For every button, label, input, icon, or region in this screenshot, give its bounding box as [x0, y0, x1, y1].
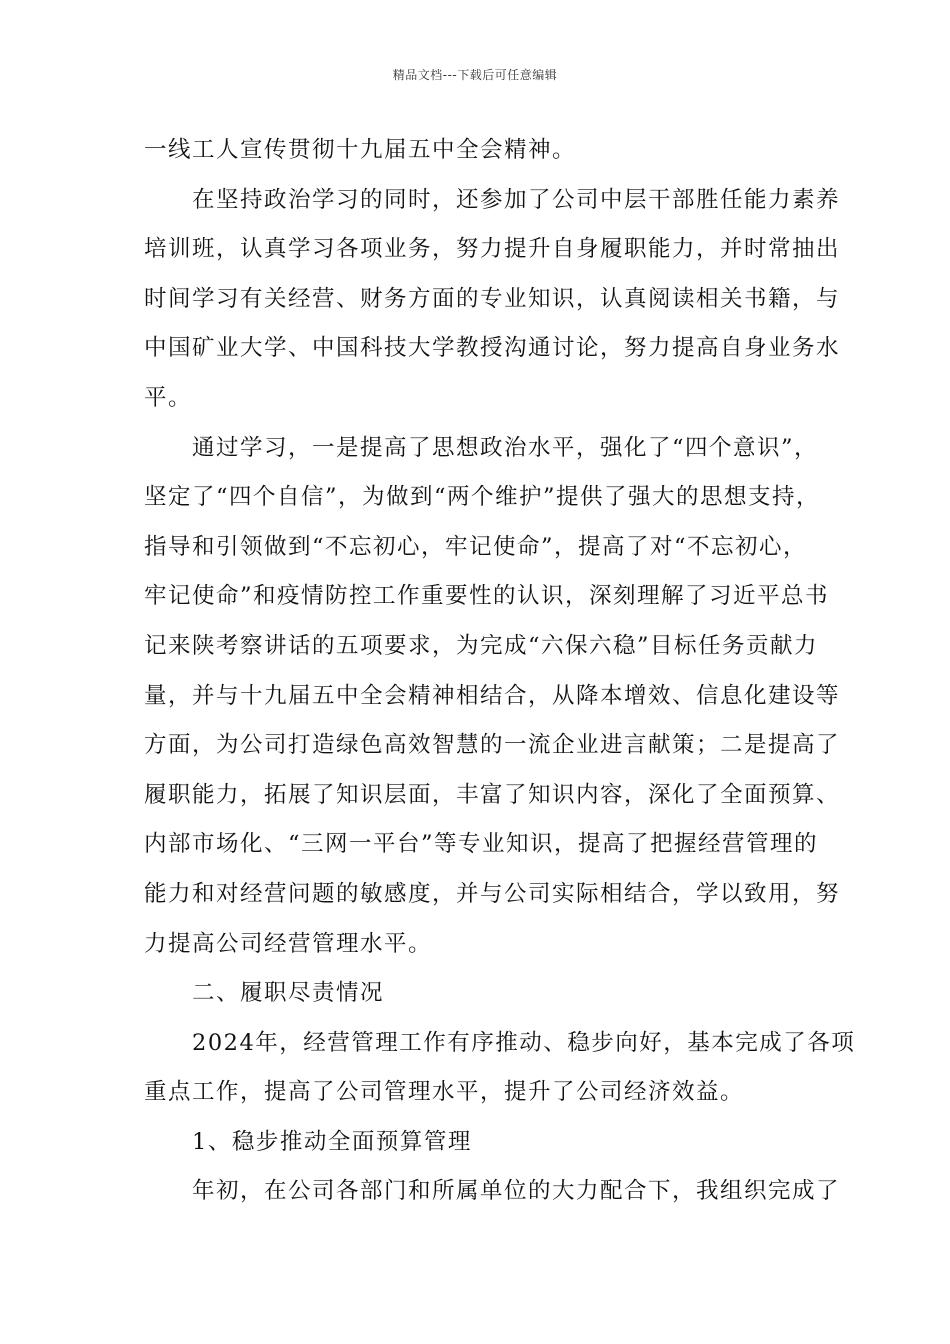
text-line: 量，并与十九届五中全会精神相结合，从降本增效、信息化建设等 — [144, 682, 841, 709]
text-line: 能力和对经营问题的敏感度，并与公司实际相结合，学以致用，努 — [144, 880, 841, 907]
document-body — [144, 126, 856, 1217]
text-line: 指导和引领做到“不忘初心，牢记使命”，提高了对“不忘初心， — [144, 533, 808, 560]
text-line: 中国矿业大学、中国科技大学教授沟通讨论，努力提高自身业务水 — [144, 335, 841, 362]
text-line: 在坚持政治学习的同时，还参加了公司中层干部胜任能力素养 — [192, 186, 841, 213]
text-line: 通过学习，一是提高了思想政治水平，强化了“四个意识”， — [192, 434, 819, 461]
text-line: 履职能力，拓展了知识层面，丰富了知识内容，深化了全面预算、 — [144, 781, 841, 808]
subsection-heading: 1、稳步推动全面预算管理 — [192, 1128, 472, 1155]
text-line: 坚定了“四个自信”，为做到“两个维护”提供了强大的思想支持， — [144, 484, 821, 511]
text-line: 重点工作，提高了公司管理水平，提升了公司经济效益。 — [144, 1079, 745, 1106]
text-line: 2024年，经营管理工作有序推动、稳步向好，基本完成了各项 — [192, 1029, 856, 1056]
text-line: 力提高公司经营管理水平。 — [144, 930, 433, 957]
text-line: 时间学习有关经营、财务方面的专业知识，认真阅读相关书籍，与 — [144, 285, 841, 312]
text-line: 平。 — [144, 384, 193, 411]
text-line: 培训班，认真学习各项业务，努力提升自身履职能力，并时常抽出 — [144, 236, 841, 263]
text-line: 记来陕考察讲话的五项要求，为完成“六保六稳”目标任务贡献力 — [144, 632, 819, 659]
text-line: 内部市场化、“三网一平台”等专业知识，提高了把握经营管理的 — [144, 831, 819, 858]
page-header: 精品文档---下载后可任意编辑 — [392, 68, 558, 82]
text-line: 一线工人宣传贯彻十九届五中全会精神。 — [144, 137, 577, 163]
section-heading: 二、履职尽责情况 — [192, 980, 385, 1007]
text-line: 方面，为公司打造绿色高效智慧的一流企业进言献策；二是提高了 — [144, 732, 841, 759]
text-line: 牢记使命”和疫情防控工作重要性的认识，深刻理解了习近平总书 — [144, 583, 830, 610]
text-line: 年初，在公司各部门和所属单位的大力配合下，我组织完成了 — [192, 1178, 841, 1205]
